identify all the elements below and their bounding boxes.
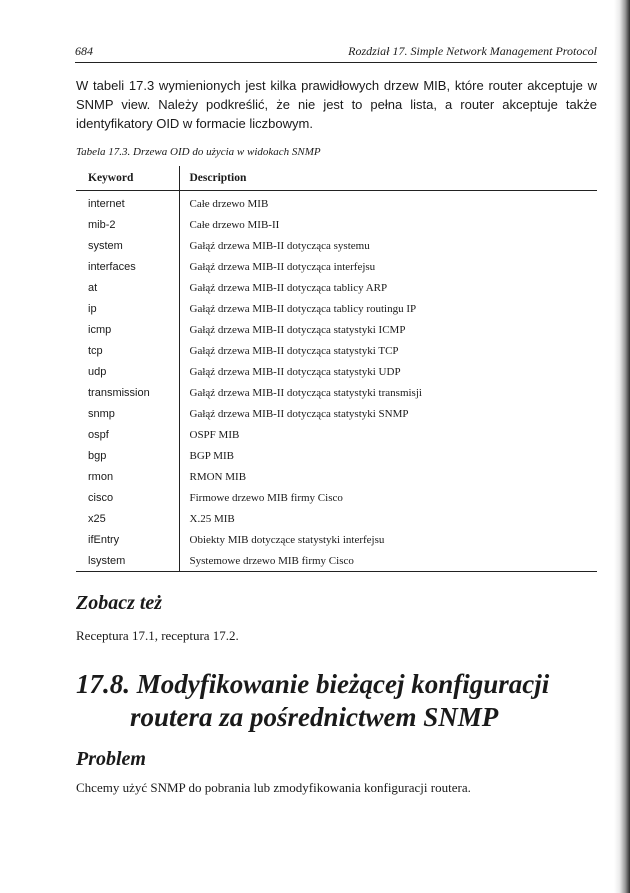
- description-cell: OSPF MIB: [179, 424, 597, 445]
- table-row: [76, 298, 597, 319]
- table-body: [76, 191, 597, 572]
- table-row: [76, 361, 597, 382]
- keyword-cell: transmission: [88, 386, 150, 399]
- see-also-heading: Zobacz też: [76, 592, 163, 614]
- keyword-cell: cisco: [88, 491, 114, 504]
- keyword-cell: tcp: [88, 344, 103, 357]
- table-row: [76, 277, 597, 298]
- page-number: 684: [75, 44, 93, 58]
- keyword-cell: snmp: [88, 407, 115, 420]
- table-row: [76, 340, 597, 361]
- description-cell: Gałąź drzewa MIB-II dotycząca tablicy routingu IP: [179, 298, 597, 319]
- table-caption: Tabela 17.3. Drzewa OID do użycia w widokach SNMP: [76, 146, 321, 158]
- description-cell: Systemowe drzewo MIB firmy Cisco: [179, 550, 597, 572]
- description-cell: X.25 MIB: [179, 508, 597, 529]
- keyword-cell: udp: [88, 365, 107, 378]
- description-cell: RMON MIB: [179, 466, 597, 487]
- page-edge-shadow: [614, 0, 630, 893]
- table-row: [76, 529, 597, 550]
- keyword-cell: system: [88, 239, 123, 252]
- table-row: [76, 508, 597, 529]
- column-header-keyword: Keyword: [76, 166, 179, 191]
- keyword-cell: ip: [88, 302, 97, 315]
- table-row: [76, 487, 597, 508]
- description-cell: Całe drzewo MIB: [179, 191, 597, 215]
- description-cell: Gałąź drzewa MIB-II dotycząca statystyki SNMP: [179, 403, 597, 424]
- see-also-text: Receptura 17.1, receptura 17.2.: [76, 628, 239, 643]
- keyword-cell: bgp: [88, 449, 107, 462]
- description-cell: Gałąź drzewa MIB-II dotycząca statystyki ICMP: [179, 319, 597, 340]
- keyword-cell: at: [88, 281, 98, 294]
- table-row: [76, 550, 597, 572]
- description-cell: Gałąź drzewa MIB-II dotycząca systemu: [179, 235, 597, 256]
- description-cell: Gałąź drzewa MIB-II dotycząca statystyki TCP: [179, 340, 597, 361]
- description-cell: Całe drzewo MIB-II: [179, 214, 597, 235]
- keyword-cell: lsystem: [76, 550, 179, 572]
- keyword-cell: x25: [88, 512, 106, 525]
- section-title-line-1: 17.8. Modyfikowanie bieżącej konfiguracji: [76, 669, 550, 699]
- problem-heading: Problem: [76, 748, 146, 770]
- section-title-line-2: routera za pośrednictwem SNMP: [130, 702, 499, 732]
- keyword-cell: internet: [88, 197, 125, 210]
- keyword-cell: ifEntry: [88, 533, 120, 546]
- description-cell: Firmowe drzewo MIB firmy Cisco: [179, 487, 597, 508]
- table-row: [76, 191, 597, 215]
- table-row: [76, 403, 597, 424]
- table-row: [76, 445, 597, 466]
- table-row: [76, 424, 597, 445]
- table-row: [76, 214, 597, 235]
- running-header: [75, 44, 597, 59]
- keyword-cell: ospf: [88, 428, 109, 441]
- description-cell: Gałąź drzewa MIB-II dotycząca statystyki transmisji: [179, 382, 597, 403]
- keyword-cell: interfaces: [88, 260, 136, 273]
- description-cell: Obiekty MIB dotyczące statystyki interfejsu: [179, 529, 597, 550]
- mib-tree-table: [76, 166, 597, 572]
- column-header-description: Description: [179, 166, 597, 191]
- table-row: [76, 466, 597, 487]
- table-row: [76, 319, 597, 340]
- running-title: Rozdział 17. Simple Network Management Protocol: [348, 44, 597, 58]
- table-row: [76, 235, 597, 256]
- description-cell: Gałąź drzewa MIB-II dotycząca interfejsu: [179, 256, 597, 277]
- keyword-cell: icmp: [88, 323, 112, 336]
- description-cell: Gałąź drzewa MIB-II dotycząca tablicy ARP: [179, 277, 597, 298]
- header-rule: [75, 62, 597, 63]
- table-row: [76, 382, 597, 403]
- description-cell: Gałąź drzewa MIB-II dotycząca statystyki UDP: [179, 361, 597, 382]
- intro-paragraph: W tabeli 17.3 wymienionych jest kilka prawidłowych drzew MIB, które router akceptuje w SNMP view. Należy podkreślić, że nie jest to pełna lista, a router akceptuje także identyfikatory OID w formacie liczbowym.: [76, 78, 597, 131]
- description-cell: BGP MIB: [179, 445, 597, 466]
- problem-text: Chcemy użyć SNMP do pobrania lub zmodyfikowania konfiguracji routera.: [76, 780, 471, 795]
- table-header-row: [76, 166, 597, 191]
- table-row: [76, 256, 597, 277]
- section-title: [76, 668, 597, 734]
- keyword-cell: mib-2: [88, 218, 116, 231]
- keyword-cell: rmon: [88, 470, 114, 483]
